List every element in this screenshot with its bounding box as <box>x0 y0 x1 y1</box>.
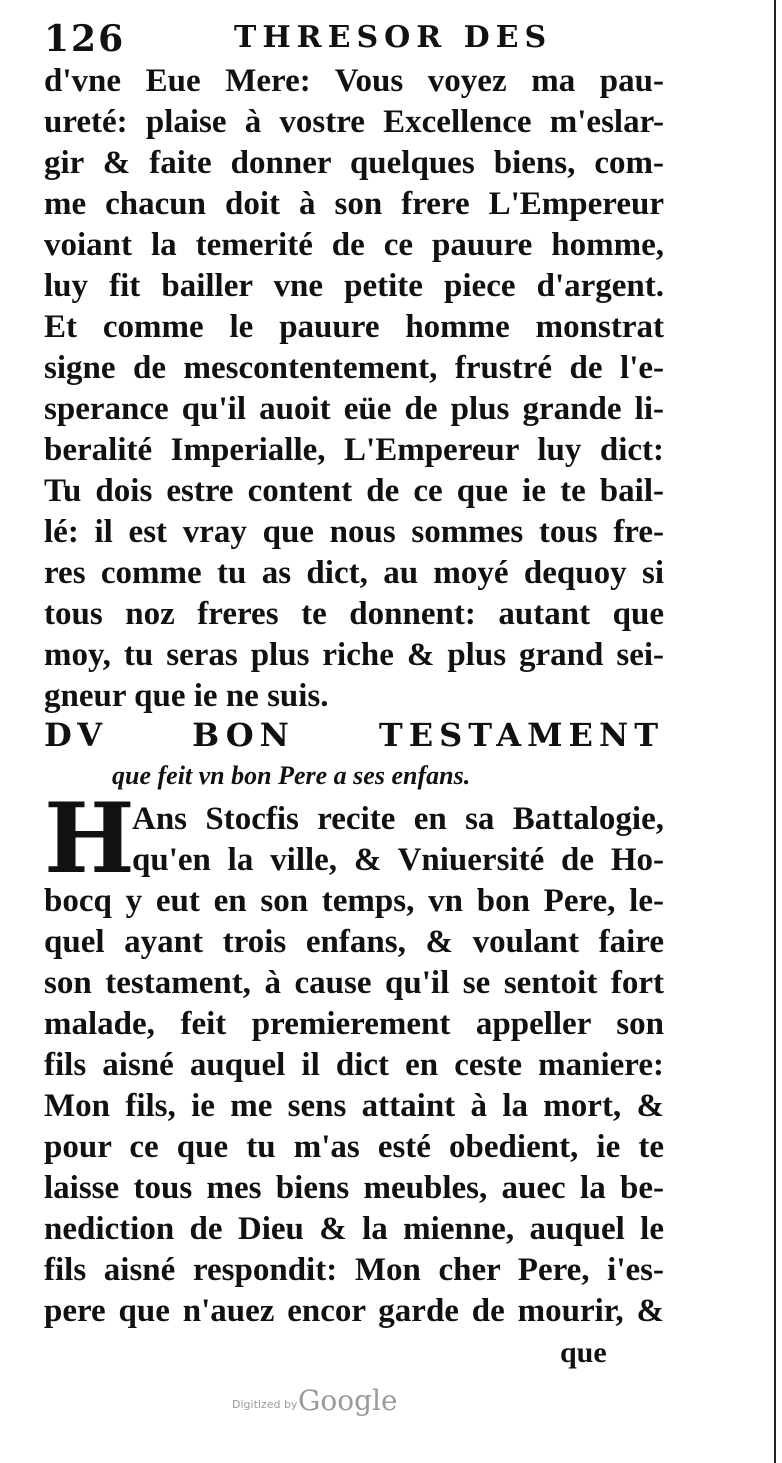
text-line: fils aisné respondit: Mon cher Pere, i'es- <box>44 1252 664 1288</box>
text-line: nediction de Dieu & la mienne, auquel le <box>44 1211 664 1247</box>
running-head: THRESOR DES <box>234 20 553 55</box>
text-line: pere que n'auez encor garde de mourir, & <box>44 1293 664 1329</box>
text-line: lé: il est vray que nous sommes tous fre- <box>44 514 664 550</box>
text-line: malade, feit premierement appeller son <box>44 1006 664 1042</box>
google-logo: Google <box>298 1384 398 1417</box>
text-line: son testament, à cause qu'il se sentoit fort <box>44 965 664 1001</box>
text-line: d'vne Eue Mere: Vous voyez ma pau- <box>44 63 664 99</box>
text-line: Mon fils, ie me sens attaint à la mort, & <box>44 1088 664 1124</box>
page-edge-line <box>774 0 776 1463</box>
text-line: sperance qu'il auoit eüe de plus grande li- <box>44 391 664 427</box>
text-line: Tu dois estre content de ce que ie te bail- <box>44 473 664 509</box>
text-line: quel ayant trois enfans, & voulant faire <box>44 924 664 960</box>
text-line: bocq y eut en son temps, vn bon Pere, le- <box>44 883 664 919</box>
text-line: gir & faite donner quelques biens, com- <box>44 145 664 181</box>
text-line: laisse tous mes biens meubles, auec la be- <box>44 1170 664 1206</box>
text-line: voiant la temerité de ce pauure homme, <box>44 227 664 263</box>
text-line: beralité Imperialle, L'Empereur luy dict: <box>44 432 664 468</box>
text-line: moy, tu seras plus riche & plus grand sei- <box>44 637 664 673</box>
catchword: que <box>560 1336 607 1369</box>
text-line: me chacun doit à son frere L'Empereur <box>44 186 664 222</box>
text-line: luy fit bailler vne petite piece d'argent. <box>44 268 664 304</box>
dropcap-line: Ans Stocfis recite en sa Battalogie, <box>132 801 664 837</box>
drop-cap: H <box>44 782 135 895</box>
text-line: fils aisné auquel il dict en ceste maniere: <box>44 1047 664 1083</box>
text-line: signe de mescontentement, frustré de l'e- <box>44 350 664 386</box>
dropcap-line: qu'en la ville, & Vniuersité de Ho- <box>132 842 664 878</box>
text-line: ureté: plaise à vostre Excellence m'eslar- <box>44 104 664 140</box>
section-title: DV BON TESTAMENT <box>44 716 664 754</box>
text-line-last: gneur que ie ne suis. <box>44 678 329 714</box>
text-line: tous noz freres te donnent: autant que <box>44 596 664 632</box>
digitized-watermark <box>232 1384 412 1424</box>
watermark-prefix: Digitized by <box>232 1398 298 1411</box>
text-line: pour ce que tu m'as esté obedient, ie te <box>44 1129 664 1165</box>
text-line: Et comme le pauure homme monstrat <box>44 309 664 345</box>
text-line: res comme tu as dict, au moyé dequoy si <box>44 555 664 591</box>
page-number: 126 <box>44 18 126 60</box>
section-subtitle: que feit vn bon Pere a ses enfans. <box>112 761 471 790</box>
page-header <box>44 18 664 64</box>
